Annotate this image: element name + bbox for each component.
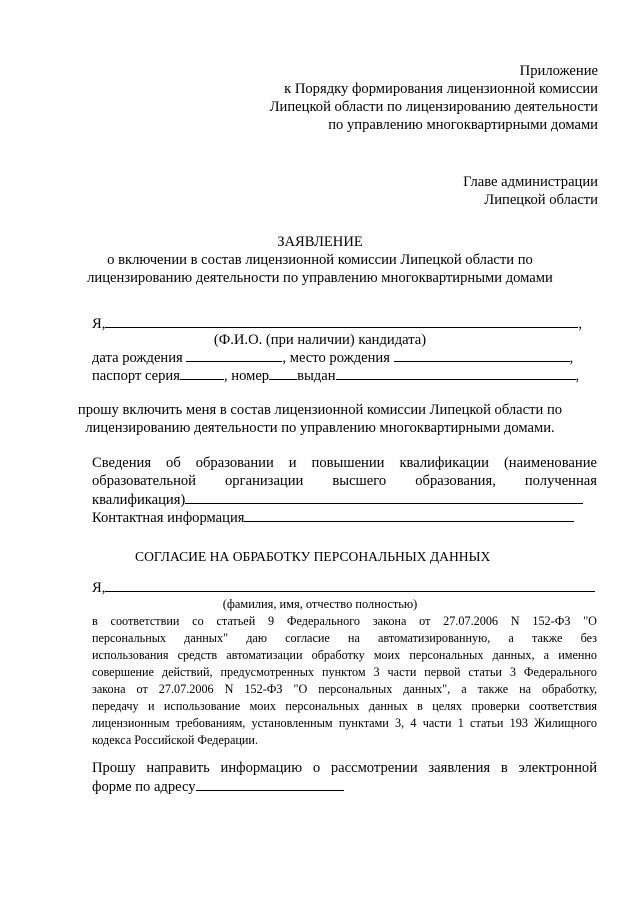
appendix-ref-line-2: Липецкой области по лицензированию деятельности: [269, 99, 598, 115]
document-title: ЗАЯВЛЕНИЕ: [277, 234, 363, 250]
consent-line-7: лицензионным требованиям, установленным пунктами 3, 4 части 1 статьи 193 Жилищного: [92, 716, 597, 730]
education-line-2: образовательной организации высшего образования, полученная: [92, 473, 597, 489]
footer-line-1: Прошу направить информацию о рассмотрении заявления в электронной: [92, 760, 597, 776]
passport-row-comma: ,: [575, 368, 580, 384]
consent-line-1: в соответствии со статьей 9 Федерального закона от 27.07.2006 N 152-ФЗ "О: [92, 614, 597, 628]
consent-line-6: передачу и использование моих персональных данных в целях проверки соответствия: [92, 699, 597, 713]
passport-issued-field[interactable]: [336, 366, 576, 380]
email-address-label: форме по адресу: [92, 779, 196, 795]
document-subtitle-1: о включении в состав лицензионной комиссии Липецкой области по: [107, 252, 533, 268]
passport-series-label: паспорт серия: [92, 368, 180, 384]
education-line-3: [92, 490, 583, 509]
passport-issued-label: выдан: [297, 368, 336, 384]
consent-line-3: использования средств автоматизации обработку моих персональных данных, а именно: [92, 648, 597, 662]
addressee-line-2: Липецкой области: [484, 192, 598, 208]
contact-field[interactable]: [244, 508, 574, 522]
applicant-comma: ,: [578, 316, 583, 332]
passport-row: [92, 366, 579, 385]
email-address-field[interactable]: [196, 777, 344, 791]
education-line-1: Сведения об образовании и повышении квалификации (наименование: [92, 455, 597, 471]
applicant-i-label: Я,: [92, 316, 106, 332]
qualification-label: квалификация): [92, 492, 186, 508]
request-line-2: лицензированию деятельности по управлению многоквартирными домами.: [85, 420, 555, 436]
consent-line-5: закона от 27.07.2006 N 152-ФЗ "О персональных данных", а также на обработку,: [92, 682, 597, 696]
consent-name-field[interactable]: [105, 578, 595, 592]
consent-i-label: Я,: [92, 580, 106, 596]
birth-row-comma: ,: [569, 350, 574, 366]
passport-number-label: , номер: [223, 368, 270, 384]
birth-place-label: , место рождения: [282, 350, 390, 366]
consent-name-row: [92, 578, 595, 597]
contact-label: Контактная информация: [92, 510, 245, 526]
consent-fio-hint: (фамилия, имя, отчество полностью): [222, 597, 418, 611]
birth-date-field[interactable]: [186, 348, 282, 362]
birth-place-field[interactable]: [394, 348, 570, 362]
request-line-1: прошу включить меня в состав лицензионной комиссии Липецкой области по: [77, 402, 563, 418]
passport-series-field[interactable]: [180, 366, 224, 380]
passport-number-field[interactable]: [269, 366, 297, 380]
birth-date-label: дата рождения: [92, 350, 183, 366]
appendix-ref-line-1: к Порядку формирования лицензионной комиссии: [284, 81, 598, 97]
footer-line-2: [92, 777, 344, 796]
appendix-label: Приложение: [519, 63, 598, 79]
document-subtitle-2: лицензированию деятельности по управлению многоквартирными домами: [87, 270, 553, 286]
consent-line-2: персональных данных" даю согласие на автоматизированную, а также без: [92, 631, 597, 645]
applicant-name-field[interactable]: [105, 314, 578, 328]
consent-line-8: кодекса Российской Федерации.: [92, 733, 258, 747]
birth-row: [92, 348, 573, 367]
fio-hint: (Ф.И.О. (при наличии) кандидата): [213, 332, 427, 348]
consent-line-4: совершение действий, предусмотренных пунктом 3 части первой статьи 3 Федерального: [92, 665, 597, 679]
qualification-field[interactable]: [185, 490, 583, 504]
consent-title: СОГЛАСИЕ НА ОБРАБОТКУ ПЕРСОНАЛЬНЫХ ДАННЫХ: [135, 549, 491, 564]
contact-row: [92, 508, 574, 527]
appendix-ref-line-3: по управлению многоквартирными домами: [328, 117, 598, 133]
addressee-line-1: Главе администрации: [463, 174, 598, 190]
